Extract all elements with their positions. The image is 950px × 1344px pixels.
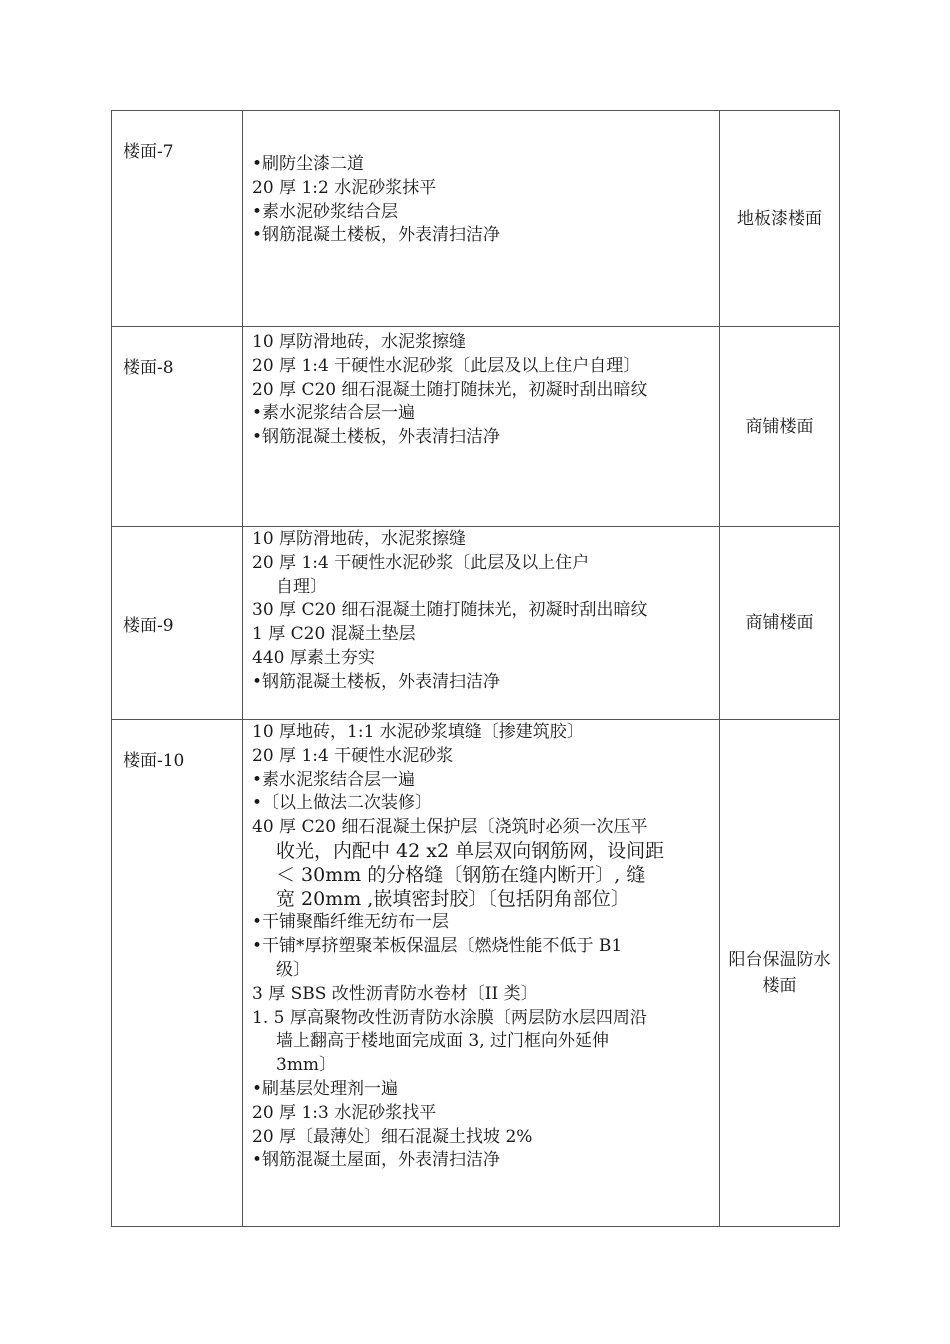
floor-spec-table bbox=[111, 110, 840, 1227]
layer-line: 墙上翻高于楼地面完成面 3, 过门框向外延伸 bbox=[276, 1031, 610, 1052]
layer-line: 20 厚 1:4 干硬性水泥砂浆〔此层及以上住户 bbox=[252, 552, 590, 573]
layer-line: 10 厚防滑地砖，水泥浆擦缝 bbox=[252, 332, 467, 352]
layer-line: •素水泥浆结合层一遍 bbox=[252, 403, 416, 424]
layer-line: 30 厚 C20 细石混凝土随打随抹光，初凝时刮出暗纹 bbox=[252, 600, 648, 621]
layer-line: •钢筋混凝土楼板，外表清扫洁净 bbox=[252, 671, 501, 692]
table-row bbox=[112, 111, 840, 327]
floor-usage: 商铺楼面 bbox=[720, 527, 840, 720]
layer-list bbox=[243, 527, 720, 720]
layer-line: 10 厚防滑地砖，水泥浆擦缝 bbox=[252, 529, 467, 549]
layer-line: 20 厚 C20 细石混凝土随打随抹光，初凝时刮出暗纹 bbox=[252, 379, 648, 400]
layer-line: •刷防尘漆二道 bbox=[252, 154, 365, 174]
layer-line: 20 厚 1:4 干硬性水泥砂浆〔此层及以上住户自理〕 bbox=[252, 355, 641, 376]
floor-usage: 地板漆楼面 bbox=[720, 111, 840, 327]
layer-line: 20 厚 1:3 水泥砂浆找平 bbox=[252, 1102, 437, 1123]
layer-line: 自理〕 bbox=[276, 576, 327, 597]
floor-code: 楼面-9 bbox=[112, 527, 243, 720]
layer-list bbox=[243, 111, 720, 327]
layer-line: 1 厚 C20 混凝土垫层 bbox=[252, 624, 416, 645]
layer-line: 40 厚 C20 细石混凝土保护层〔浇筑时必须一次压平 bbox=[252, 817, 648, 838]
layer-line: 20 厚〔最薄处〕细石混凝土找坡 2% bbox=[252, 1126, 533, 1147]
layer-line: •干铺*厚挤塑聚苯板保温层〔燃烧性能不低于 B1 bbox=[252, 936, 623, 957]
layer-line: 3 厚 SBS 改性沥青防水卷材〔II 类〕 bbox=[252, 983, 538, 1004]
table-row bbox=[112, 720, 840, 1227]
floor-code: 楼面-10 bbox=[112, 720, 243, 1227]
layer-line: 1. 5 厚高聚物改性沥青防水涂膜〔两层防水层四周沿 bbox=[252, 1007, 647, 1028]
layer-list bbox=[243, 720, 720, 1227]
layer-line: •素水泥浆结合层一遍 bbox=[252, 769, 416, 790]
layer-line: •干铺聚酯纤维无纺布一层 bbox=[252, 912, 450, 933]
layer-line: •〔以上做法二次装修〕 bbox=[252, 793, 433, 814]
layer-line: •素水泥砂浆结合层 bbox=[252, 201, 399, 222]
layer-line: 宽 20mm ,嵌填密封胶〕〔包括阴角部位〕 bbox=[276, 887, 630, 910]
floor-usage: 阳台保温防水楼面 bbox=[720, 720, 840, 1227]
layer-line: •钢筋混凝土屋面，外表清扫洁净 bbox=[252, 1150, 501, 1171]
layer-line: 440 厚素土夯实 bbox=[252, 647, 375, 668]
floor-usage: 商铺楼面 bbox=[720, 327, 840, 527]
table-row bbox=[112, 327, 840, 527]
layer-line: •刷基层处理剂一遍 bbox=[252, 1078, 399, 1099]
layer-line: •钢筋混凝土楼板，外表清扫洁净 bbox=[252, 427, 501, 448]
floor-code: 楼面-7 bbox=[112, 111, 243, 327]
layer-line: 收光，内配中 42 x2 单层双向钢筋网，设间距 bbox=[276, 839, 665, 862]
layer-line: 3mm〕 bbox=[276, 1055, 337, 1076]
table-row bbox=[112, 527, 840, 720]
layer-line: 级〕 bbox=[276, 959, 310, 980]
layer-line: 10 厚地砖，1:1 水泥砂浆填缝〔掺建筑胶〕 bbox=[252, 722, 584, 742]
layer-list bbox=[243, 327, 720, 527]
layer-line: ＜ 30mm 的分格缝〔钢筋在缝内断开〕, 缝 bbox=[276, 863, 646, 886]
layer-line: 20 厚 1:2 水泥砂浆抹平 bbox=[252, 177, 437, 198]
floor-code: 楼面-8 bbox=[112, 327, 243, 527]
layer-line: •钢筋混凝土楼板，外表清扫洁净 bbox=[252, 225, 501, 246]
layer-line: 20 厚 1:4 干硬性水泥砂浆 bbox=[252, 745, 454, 766]
